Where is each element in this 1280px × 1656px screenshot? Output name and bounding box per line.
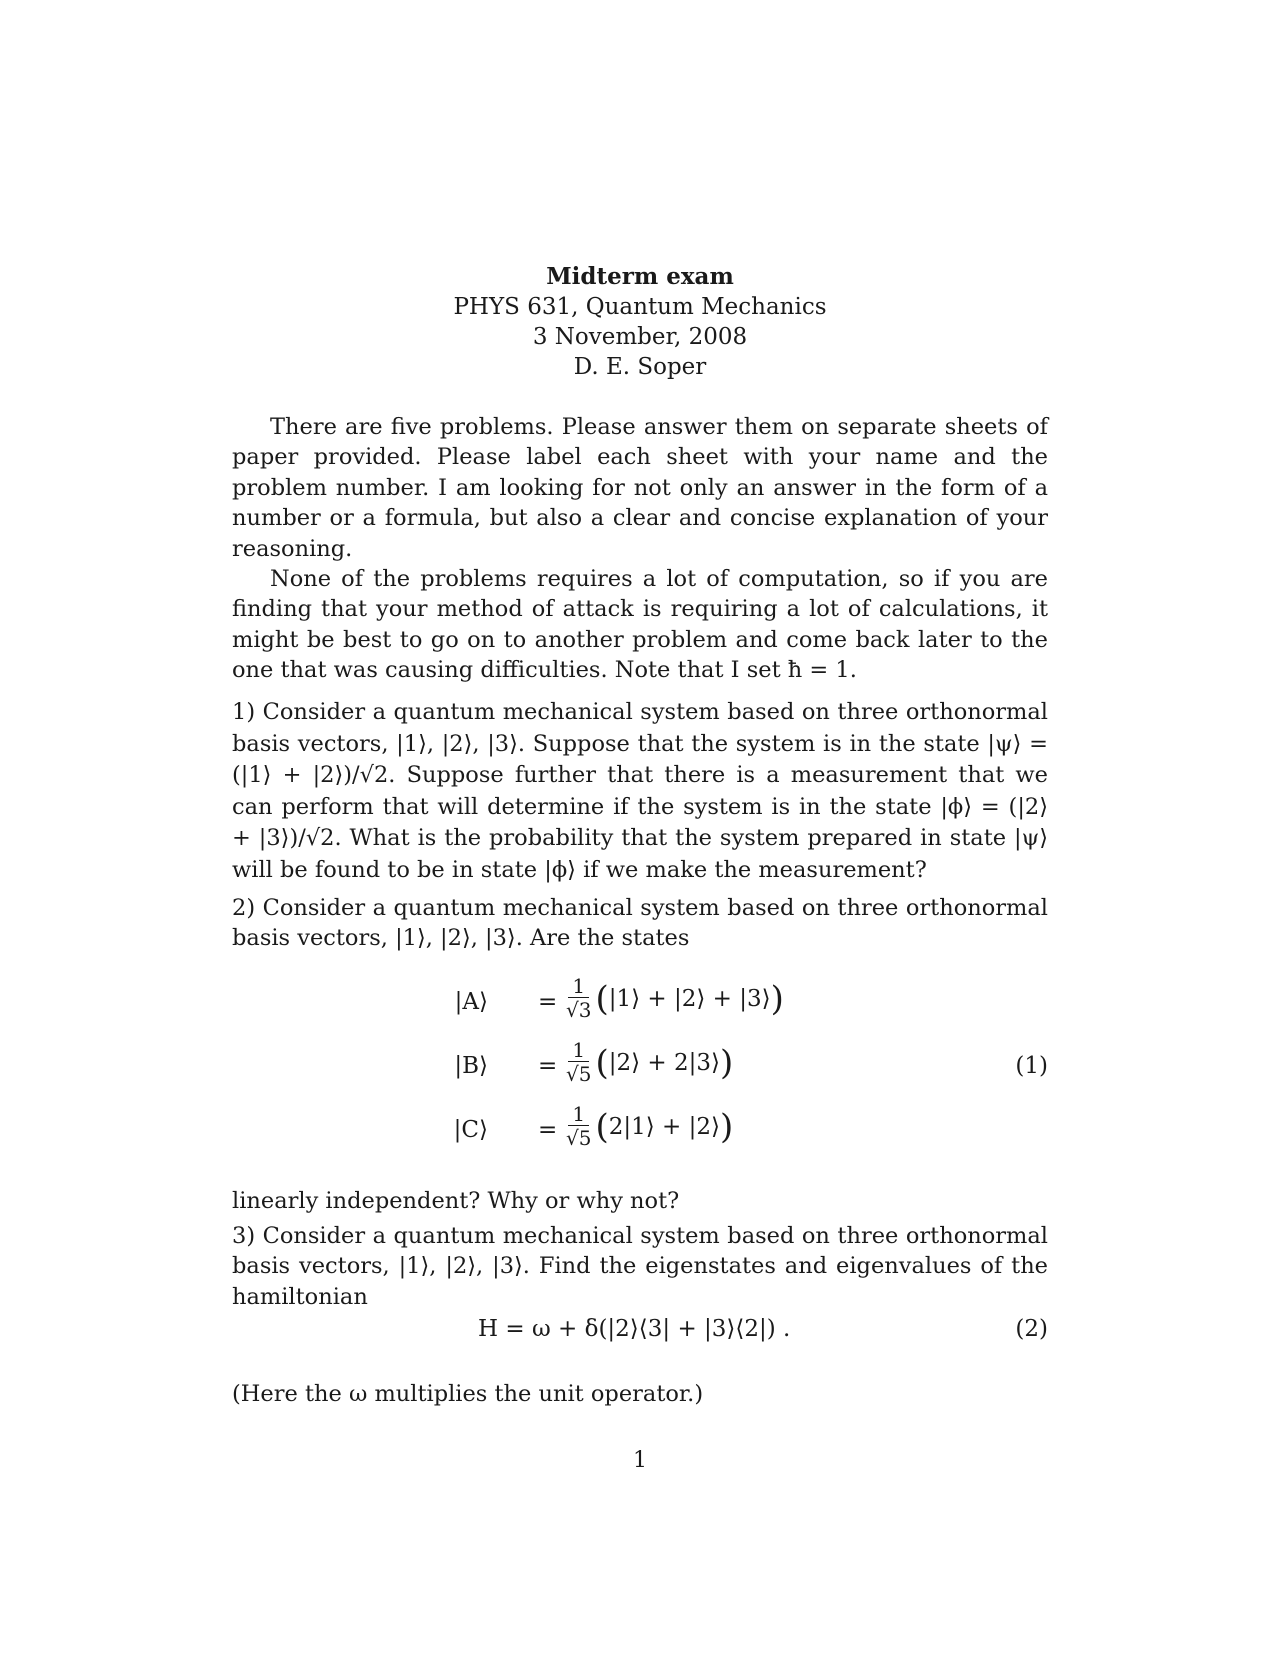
problem-2 (232, 893, 1048, 954)
fraction: $\frac{1}{√5}$ (566, 1038, 592, 1086)
problem-2-question: linearly independent? Why or why not? (232, 1188, 680, 1214)
page-number: 1 (633, 1448, 647, 1473)
equation-number-1: (1) (1015, 1053, 1048, 1079)
state-b-label: |B⟩ (454, 1053, 488, 1079)
equation-state-b: |B⟩ = $\frac{1}{√5}$ ( |2⟩ + 2|3⟩ ) (1) (454, 1038, 1048, 1086)
exam-date: 3 November, 2008 (532, 324, 748, 350)
instructions-paragraph-1: There are five problems. Please answer them on separate sheets of paper provided. Please label each sheet with your name and the problem number. I am looking for not only an answer in the form of a number or a formula, but also a clear and concise explanation of your reasoning. (232, 414, 1048, 562)
equation-1-block (232, 975, 1048, 1175)
equation-2-block (232, 1312, 1048, 1356)
course-name: PHYS 631, Quantum Mechanics (453, 294, 827, 320)
exam-author: D. E. Soper (573, 354, 707, 380)
equation-state-a: |A⟩ = $\frac{1}{√3}$ ( |1⟩ + |2⟩ + |3⟩ ) (454, 974, 784, 1022)
state-c-label: |C⟩ (453, 1117, 488, 1143)
state-b-expansion: |2⟩ + 2|3⟩ (608, 1049, 720, 1076)
problem-3-note (232, 1379, 1048, 1409)
problem-2-text: 2) Consider a quantum mechanical system based on three orthonormal basis vectors, |1⟩, |2⟩, |3⟩. Are the states (232, 895, 1048, 952)
instructions-paragraph-2: None of the problems requires a lot of computation, so if you are finding that your method of attack is requiring a lot of calculations, it might be best to go on to another problem and come back later to the one that was causing difficulties. Note that I set ħ = 1. (232, 566, 1048, 684)
problem-1 (232, 697, 1048, 886)
problem-1-text: 1) Consider a quantum mechanical system based on three orthonormal basis vectors, |1⟩, |2⟩, |3⟩. Suppose that the system is in the state |ψ⟩ = (|1⟩ + |2⟩)/√2. Suppose further that there is a measurement that we can perform that will determine if the system is in the state |ϕ⟩ = (|2⟩ + |3⟩)/√2. What is the probability that the system prepared in state |ψ⟩ will be found to be in state |ϕ⟩ if we make the measurement? (232, 699, 1048, 883)
state-a-expansion: |1⟩ + |2⟩ + |3⟩ (608, 985, 771, 1012)
fraction: $\frac{1}{√3}$ (566, 974, 592, 1022)
equation-state-c: |C⟩ = $\frac{1}{√5}$ ( 2|1⟩ + |2⟩ ) (453, 1102, 734, 1150)
problem-2-followup (232, 1186, 1048, 1216)
state-c-expansion: 2|1⟩ + |2⟩ (608, 1113, 720, 1140)
state-a-label: |A⟩ (454, 989, 488, 1015)
exam-title: Midterm exam (546, 263, 734, 290)
equation-number-2: (2) (1015, 1316, 1048, 1342)
exam-header (0, 262, 1280, 382)
instructions (232, 412, 1048, 686)
problem-3-text: 3) Consider a quantum mechanical system based on three orthonormal basis vectors, |1⟩, |2⟩, |3⟩. Find the eigenstates and eigenvalues of the hamiltonian (232, 1223, 1048, 1310)
hamiltonian-equation: H = ω + δ(|2⟩⟨3| + |3⟩⟨2|) . (478, 1316, 791, 1342)
fraction: $\frac{1}{√5}$ (566, 1102, 592, 1150)
problem-3 (232, 1221, 1048, 1312)
problem-3-note-text: (Here the ω multiplies the unit operator.) (232, 1381, 704, 1407)
